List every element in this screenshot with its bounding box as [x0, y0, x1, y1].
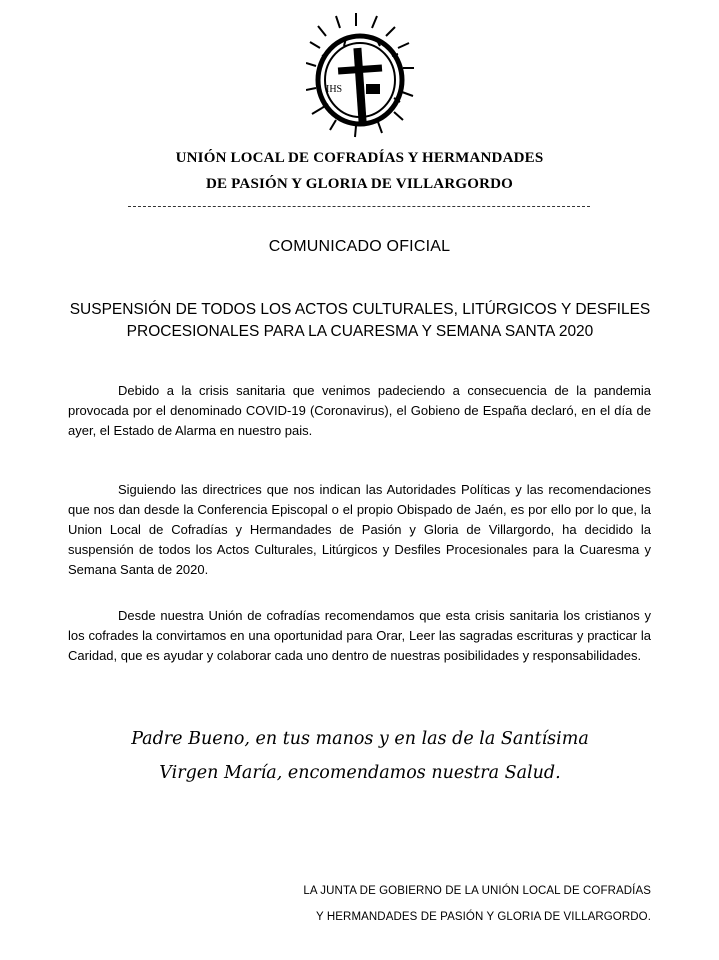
- dashed-divider: [128, 206, 590, 207]
- prayer-line-2: Virgen María, encomendamos nuestra Salud.: [159, 763, 561, 783]
- paragraph-1: Debido a la crisis sanitaria que venimos padeciendo a consecuencia de la pandemia provocada por el denominado COVID-19 (Coronavirus), el Gobieno de España declaró, en el día de ayer, el Estado de Alarma en nuestro pais.: [68, 383, 651, 438]
- organization-name-line-2: DE PASIÓN Y GLORIA DE VILLARGORDO: [205, 176, 514, 192]
- headline-line-1: SUSPENSIÓN DE TODOS LOS ACTOS CULTURALES, LITÚRGICOS Y DESFILES: [69, 301, 651, 318]
- prayer: [80, 722, 640, 790]
- crown-of-thorns-cross-logo: [306, 8, 414, 138]
- signature-line-2: Y HERMANDADES DE PASIÓN Y GLORIA DE VILLARGORDO.: [316, 911, 651, 923]
- paragraph-2: Siguiendo las directrices que nos indican las Autoridades Políticas y las recomendaciones que nos dan desde la Conferencia Episcopal o el propio Obispado de Jaén, es por ello por lo que, la Union Local de Cofradías y Hermandades de Pasión y Gloria de Villargordo, ha decidido la suspensión de todos los Actos Culturales, Litúrgicos y Desfiles Procesionales para la Cuaresma y Semana Santa de 2020.: [68, 482, 651, 577]
- signature-block: [251, 878, 651, 930]
- headline: [60, 299, 660, 343]
- prayer-line-1: Padre Bueno, en tus manos y en las de la Santísima: [131, 729, 589, 749]
- organization-name-line-1: UNIÓN LOCAL DE COFRADÍAS Y HERMANDADES: [175, 150, 544, 166]
- document-title: COMUNICADO OFICIAL: [268, 238, 451, 255]
- logo-ihs-text: IHS: [326, 84, 343, 95]
- headline-line-2: PROCESIONALES PARA LA CUARESMA Y SEMANA SANTA 2020: [126, 323, 594, 340]
- paragraph-3: Desde nuestra Unión de cofradías recomendamos que esta crisis sanitaria los cristianos y los cofrades la convirtamos en una oportunidad para Orar, Leer las sagradas escrituras y practicar la Caridad, que es ayudar y colaborar cada uno dentro de nuestras posibilidades y responsabilidades.: [68, 608, 651, 663]
- signature-line-1: LA JUNTA DE GOBIERNO DE LA UNIÓN LOCAL DE COFRADÍAS: [303, 885, 651, 897]
